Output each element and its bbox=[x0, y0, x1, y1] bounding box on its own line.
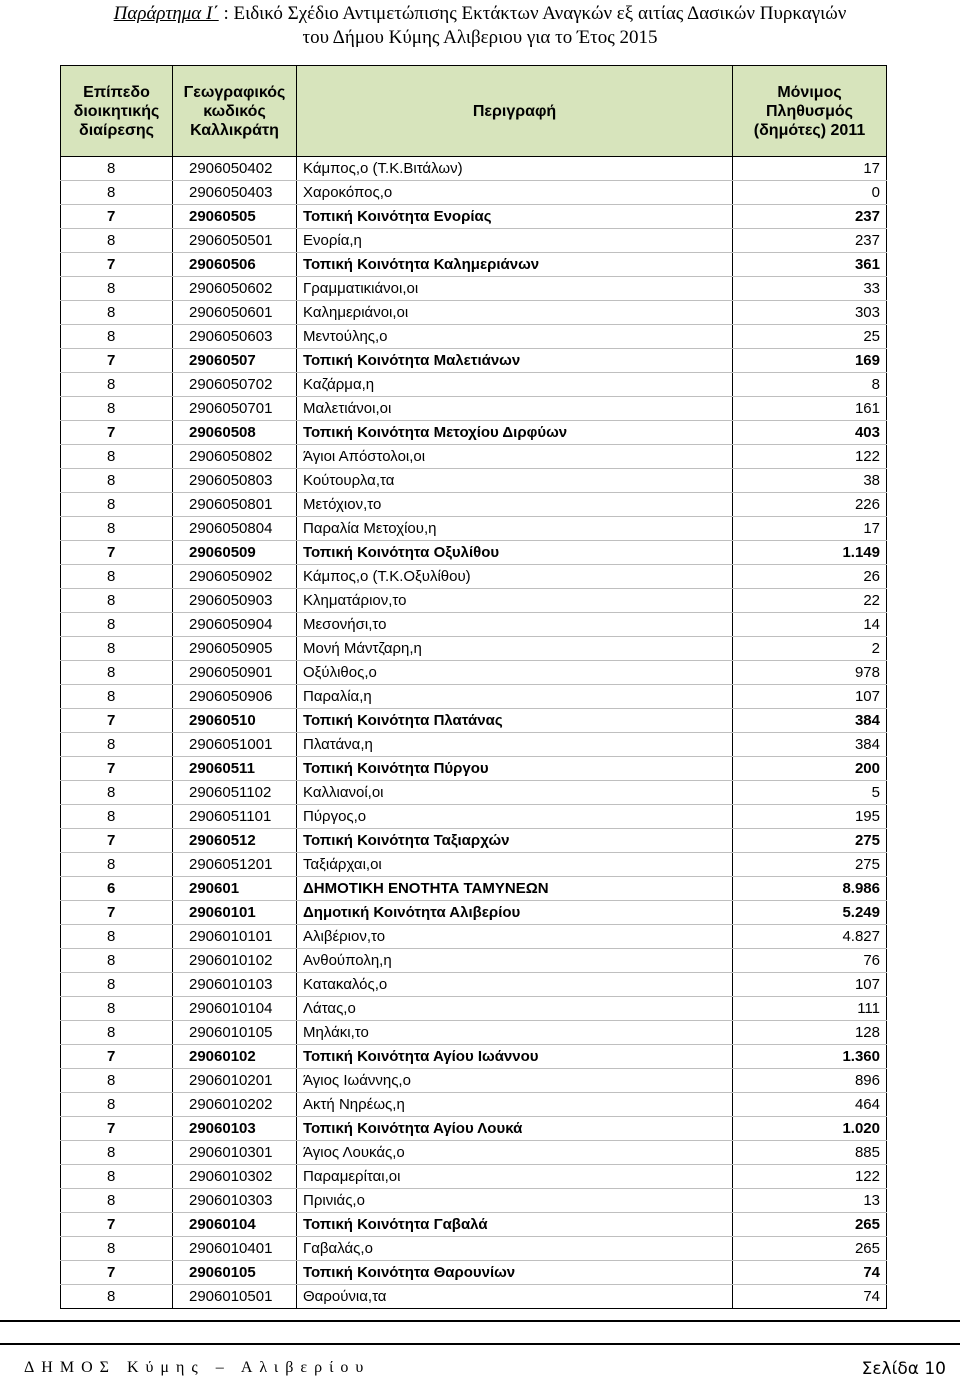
cell-population: 200 bbox=[733, 757, 887, 781]
cell-level: 8 bbox=[61, 805, 173, 829]
cell-population: 275 bbox=[733, 829, 887, 853]
cell-level: 8 bbox=[61, 1021, 173, 1045]
cell-description: Άγιος Ιωάννης,ο bbox=[297, 1069, 733, 1093]
cell-code: 2906010501 bbox=[173, 1285, 297, 1309]
table-row bbox=[61, 613, 887, 637]
cell-code: 29060101 bbox=[173, 901, 297, 925]
cell-description: Μεσονήσι,το bbox=[297, 613, 733, 637]
cell-code: 2906050601 bbox=[173, 301, 297, 325]
cell-level: 7 bbox=[61, 421, 173, 445]
column-header-level: Επίπεδο διοικητικής διαίρεσης bbox=[61, 66, 173, 157]
cell-description: Οξύλιθος,ο bbox=[297, 661, 733, 685]
cell-population: 17 bbox=[733, 517, 887, 541]
cell-description: Αλιβέριον,το bbox=[297, 925, 733, 949]
footer-municipality: ΔΗΜΟΣ Κύμης – Αλιβερίου bbox=[24, 1359, 371, 1376]
cell-level: 8 bbox=[61, 1093, 173, 1117]
cell-description: Καλλιανοί,οι bbox=[297, 781, 733, 805]
table-row bbox=[61, 421, 887, 445]
table-row bbox=[61, 1045, 887, 1069]
table-row bbox=[61, 1261, 887, 1285]
table-row bbox=[61, 805, 887, 829]
cell-description: Κούτουρλα,τα bbox=[297, 469, 733, 493]
cell-level: 8 bbox=[61, 925, 173, 949]
table-header-row bbox=[61, 66, 887, 157]
cell-population: 38 bbox=[733, 469, 887, 493]
table-row bbox=[61, 445, 887, 469]
cell-population: 384 bbox=[733, 709, 887, 733]
column-header-population: Μόνιμος Πληθυσμός (δημότες) 2011 bbox=[733, 66, 887, 157]
table-row bbox=[61, 925, 887, 949]
cell-level: 8 bbox=[61, 949, 173, 973]
cell-code: 29060511 bbox=[173, 757, 297, 781]
cell-population: 2 bbox=[733, 637, 887, 661]
cell-level: 8 bbox=[61, 517, 173, 541]
cell-code: 29060510 bbox=[173, 709, 297, 733]
cell-description: ΔΗΜΟΤΙΚΗ ΕΝΟΤΗΤΑ ΤΑΜΥΝΕΩΝ bbox=[297, 877, 733, 901]
cell-level: 7 bbox=[61, 1045, 173, 1069]
cell-population: 1.149 bbox=[733, 541, 887, 565]
cell-description: Μαλετιάνοι,οι bbox=[297, 397, 733, 421]
cell-population: 76 bbox=[733, 949, 887, 973]
cell-description: Παραλία,η bbox=[297, 685, 733, 709]
cell-level: 7 bbox=[61, 349, 173, 373]
table-row bbox=[61, 829, 887, 853]
cell-population: 74 bbox=[733, 1285, 887, 1309]
table-row bbox=[61, 973, 887, 997]
table-row bbox=[61, 397, 887, 421]
cell-population: 107 bbox=[733, 685, 887, 709]
cell-description: Πλατάνα,η bbox=[297, 733, 733, 757]
cell-description: Τοπική Κοινότητα Μαλετιάνων bbox=[297, 349, 733, 373]
cell-description: Πρινιάς,ο bbox=[297, 1189, 733, 1213]
cell-population: 5 bbox=[733, 781, 887, 805]
cell-population: 14 bbox=[733, 613, 887, 637]
cell-code: 29060508 bbox=[173, 421, 297, 445]
column-header-description: Περιγραφή bbox=[297, 66, 733, 157]
cell-level: 8 bbox=[61, 373, 173, 397]
cell-level: 8 bbox=[61, 301, 173, 325]
table-row bbox=[61, 1189, 887, 1213]
cell-description: Κληματάριον,το bbox=[297, 589, 733, 613]
cell-code: 2906050603 bbox=[173, 325, 297, 349]
table-row bbox=[61, 493, 887, 517]
header-line-1 bbox=[0, 0, 960, 26]
cell-population: 8 bbox=[733, 373, 887, 397]
cell-code: 29060512 bbox=[173, 829, 297, 853]
cell-description: Κάμπος,ο (Τ.Κ.Βιτάλων) bbox=[297, 157, 733, 181]
cell-population: 25 bbox=[733, 325, 887, 349]
cell-level: 7 bbox=[61, 901, 173, 925]
table-row bbox=[61, 1213, 887, 1237]
cell-level: 7 bbox=[61, 829, 173, 853]
cell-code: 2906010104 bbox=[173, 997, 297, 1021]
cell-level: 8 bbox=[61, 1189, 173, 1213]
table-row bbox=[61, 1093, 887, 1117]
cell-code: 2906051101 bbox=[173, 805, 297, 829]
cell-description: Γραμματικιάνοι,οι bbox=[297, 277, 733, 301]
cell-code: 2906010301 bbox=[173, 1141, 297, 1165]
cell-population: 74 bbox=[733, 1261, 887, 1285]
cell-description: Τοπική Κοινότητα Οξυλίθου bbox=[297, 541, 733, 565]
cell-population: 1.020 bbox=[733, 1117, 887, 1141]
cell-population: 885 bbox=[733, 1141, 887, 1165]
header-title-part1: : Ειδικό Σχέδιο Αντιμετώπισης Εκτάκτων Αναγκών εξ αιτίας Δασικών Πυρκαγιών bbox=[218, 3, 847, 24]
cell-population: 17 bbox=[733, 157, 887, 181]
cell-description: Μεντούλης,ο bbox=[297, 325, 733, 349]
footer-page-number: Σελίδα 10 bbox=[861, 1359, 946, 1379]
cell-code: 2906050803 bbox=[173, 469, 297, 493]
cell-population: 128 bbox=[733, 1021, 887, 1045]
cell-code: 2906050802 bbox=[173, 445, 297, 469]
table-row bbox=[61, 997, 887, 1021]
cell-level: 8 bbox=[61, 781, 173, 805]
cell-description: Ταξιάρχαι,οι bbox=[297, 853, 733, 877]
cell-level: 8 bbox=[61, 397, 173, 421]
cell-level: 8 bbox=[61, 589, 173, 613]
cell-level: 8 bbox=[61, 565, 173, 589]
cell-description: Τοπική Κοινότητα Γαβαλά bbox=[297, 1213, 733, 1237]
table-row bbox=[61, 853, 887, 877]
cell-level: 8 bbox=[61, 637, 173, 661]
cell-level: 8 bbox=[61, 157, 173, 181]
cell-description: Χαροκόπος,ο bbox=[297, 181, 733, 205]
cell-level: 8 bbox=[61, 1285, 173, 1309]
cell-level: 7 bbox=[61, 1261, 173, 1285]
cell-description: Τοπική Κοινότητα Ταξιαρχών bbox=[297, 829, 733, 853]
cell-code: 2906050402 bbox=[173, 157, 297, 181]
cell-level: 7 bbox=[61, 541, 173, 565]
table-row bbox=[61, 349, 887, 373]
table-row bbox=[61, 709, 887, 733]
cell-level: 7 bbox=[61, 709, 173, 733]
cell-population: 464 bbox=[733, 1093, 887, 1117]
cell-population: 896 bbox=[733, 1069, 887, 1093]
cell-description: Τοπική Κοινότητα Ενορίας bbox=[297, 205, 733, 229]
table-row bbox=[61, 229, 887, 253]
table-row bbox=[61, 637, 887, 661]
cell-population: 122 bbox=[733, 445, 887, 469]
cell-code: 2906050801 bbox=[173, 493, 297, 517]
cell-population: 107 bbox=[733, 973, 887, 997]
cell-code: 2906051001 bbox=[173, 733, 297, 757]
cell-code: 2906010105 bbox=[173, 1021, 297, 1045]
table-row bbox=[61, 949, 887, 973]
cell-code: 29060505 bbox=[173, 205, 297, 229]
cell-code: 2906050501 bbox=[173, 229, 297, 253]
table-row bbox=[61, 1021, 887, 1045]
cell-population: 13 bbox=[733, 1189, 887, 1213]
cell-description: Ανθούπολη,η bbox=[297, 949, 733, 973]
cell-description: Γαβαλάς,ο bbox=[297, 1237, 733, 1261]
cell-code: 29060105 bbox=[173, 1261, 297, 1285]
cell-population: 384 bbox=[733, 733, 887, 757]
cell-description: Πύργος,ο bbox=[297, 805, 733, 829]
cell-description: Τοπική Κοινότητα Θαρουνίων bbox=[297, 1261, 733, 1285]
table-row bbox=[61, 373, 887, 397]
cell-population: 361 bbox=[733, 253, 887, 277]
cell-description: Καλημεριάνοι,οι bbox=[297, 301, 733, 325]
table-row bbox=[61, 589, 887, 613]
cell-description: Άγιος Λουκάς,ο bbox=[297, 1141, 733, 1165]
cell-code: 2906050602 bbox=[173, 277, 297, 301]
cell-code: 2906050906 bbox=[173, 685, 297, 709]
cell-population: 5.249 bbox=[733, 901, 887, 925]
cell-level: 7 bbox=[61, 1117, 173, 1141]
cell-code: 2906010102 bbox=[173, 949, 297, 973]
table-row bbox=[61, 517, 887, 541]
table-row bbox=[61, 469, 887, 493]
cell-level: 8 bbox=[61, 445, 173, 469]
cell-code: 2906050702 bbox=[173, 373, 297, 397]
cell-description: Μηλάκι,το bbox=[297, 1021, 733, 1045]
header-line-2: του Δήμου Κύμης Αλιβεριου για το Έτος 2015 bbox=[302, 27, 658, 48]
cell-level: 8 bbox=[61, 1069, 173, 1093]
cell-code: 2906050902 bbox=[173, 565, 297, 589]
cell-level: 7 bbox=[61, 205, 173, 229]
cell-population: 22 bbox=[733, 589, 887, 613]
cell-level: 8 bbox=[61, 493, 173, 517]
cell-population: 237 bbox=[733, 229, 887, 253]
cell-population: 26 bbox=[733, 565, 887, 589]
cell-code: 29060509 bbox=[173, 541, 297, 565]
cell-population: 403 bbox=[733, 421, 887, 445]
cell-population: 8.986 bbox=[733, 877, 887, 901]
cell-level: 8 bbox=[61, 277, 173, 301]
table-row bbox=[61, 733, 887, 757]
table-row bbox=[61, 277, 887, 301]
cell-level: 8 bbox=[61, 613, 173, 637]
cell-level: 8 bbox=[61, 733, 173, 757]
cell-level: 8 bbox=[61, 181, 173, 205]
cell-description: Μονή Μάντζαρη,η bbox=[297, 637, 733, 661]
cell-code: 2906010303 bbox=[173, 1189, 297, 1213]
cell-code: 2906010101 bbox=[173, 925, 297, 949]
cell-code: 2906050701 bbox=[173, 397, 297, 421]
table-row bbox=[61, 325, 887, 349]
cell-description: Θαρούνια,τα bbox=[297, 1285, 733, 1309]
cell-level: 7 bbox=[61, 1213, 173, 1237]
cell-code: 2906050903 bbox=[173, 589, 297, 613]
table-body bbox=[61, 157, 887, 1309]
cell-level: 8 bbox=[61, 1237, 173, 1261]
cell-population: 111 bbox=[733, 997, 887, 1021]
column-header-code: Γεωγραφικός κωδικός Καλλικράτη bbox=[173, 66, 297, 157]
cell-code: 2906010201 bbox=[173, 1069, 297, 1093]
cell-level: 8 bbox=[61, 997, 173, 1021]
cell-description: Τοπική Κοινότητα Καλημεριάνων bbox=[297, 253, 733, 277]
cell-description: Τοπική Κοινότητα Πλατάνας bbox=[297, 709, 733, 733]
annex-label: Παράρτημα Ι΄ bbox=[113, 3, 219, 24]
cell-description: Τοπική Κοινότητα Πύργου bbox=[297, 757, 733, 781]
cell-code: 2906051201 bbox=[173, 853, 297, 877]
table-row bbox=[61, 157, 887, 181]
table-row bbox=[61, 1069, 887, 1093]
table-row bbox=[61, 1285, 887, 1309]
cell-code: 2906010103 bbox=[173, 973, 297, 997]
cell-code: 2906050804 bbox=[173, 517, 297, 541]
table-row bbox=[61, 685, 887, 709]
cell-description: Ακτή Νηρέως,η bbox=[297, 1093, 733, 1117]
cell-level: 8 bbox=[61, 685, 173, 709]
cell-code: 2906050904 bbox=[173, 613, 297, 637]
cell-level: 7 bbox=[61, 253, 173, 277]
cell-population: 275 bbox=[733, 853, 887, 877]
table-row bbox=[61, 1141, 887, 1165]
table-row bbox=[61, 301, 887, 325]
cell-code: 29060104 bbox=[173, 1213, 297, 1237]
table-row bbox=[61, 205, 887, 229]
cell-code: 2906010401 bbox=[173, 1237, 297, 1261]
cell-population: 265 bbox=[733, 1213, 887, 1237]
page-header bbox=[0, 0, 960, 50]
cell-description: Τοπική Κοινότητα Αγίου Ιωάννου bbox=[297, 1045, 733, 1069]
cell-description: Κάμπος,ο (Τ.Κ.Οξυλίθου) bbox=[297, 565, 733, 589]
cell-description: Τοπική Κοινότητα Μετοχίου Διρφύων bbox=[297, 421, 733, 445]
table-row bbox=[61, 541, 887, 565]
cell-code: 29060103 bbox=[173, 1117, 297, 1141]
cell-population: 161 bbox=[733, 397, 887, 421]
cell-code: 2906051102 bbox=[173, 781, 297, 805]
cell-population: 169 bbox=[733, 349, 887, 373]
table-row bbox=[61, 781, 887, 805]
cell-population: 237 bbox=[733, 205, 887, 229]
cell-description: Παραμερίται,οι bbox=[297, 1165, 733, 1189]
cell-description: Δημοτική Κοινότητα Αλιβερίου bbox=[297, 901, 733, 925]
cell-level: 6 bbox=[61, 877, 173, 901]
cell-code: 2906050901 bbox=[173, 661, 297, 685]
cell-population: 978 bbox=[733, 661, 887, 685]
cell-population: 195 bbox=[733, 805, 887, 829]
cell-population: 33 bbox=[733, 277, 887, 301]
cell-code: 2906010202 bbox=[173, 1093, 297, 1117]
cell-description: Άγιοι Απόστολοι,οι bbox=[297, 445, 733, 469]
table-row bbox=[61, 181, 887, 205]
cell-code: 29060102 bbox=[173, 1045, 297, 1069]
cell-description: Μετόχιον,το bbox=[297, 493, 733, 517]
cell-level: 8 bbox=[61, 469, 173, 493]
table-row bbox=[61, 757, 887, 781]
cell-description: Ενορία,η bbox=[297, 229, 733, 253]
cell-description: Καζάρμα,η bbox=[297, 373, 733, 397]
cell-description: Παραλία Μετοχίου,η bbox=[297, 517, 733, 541]
footer-divider-bottom bbox=[0, 1343, 960, 1345]
cell-level: 8 bbox=[61, 973, 173, 997]
table-row bbox=[61, 253, 887, 277]
cell-level: 8 bbox=[61, 229, 173, 253]
cell-level: 8 bbox=[61, 661, 173, 685]
cell-code: 290601 bbox=[173, 877, 297, 901]
footer-divider-top bbox=[0, 1320, 960, 1322]
cell-level: 7 bbox=[61, 757, 173, 781]
cell-population: 0 bbox=[733, 181, 887, 205]
cell-population: 265 bbox=[733, 1237, 887, 1261]
cell-population: 122 bbox=[733, 1165, 887, 1189]
table-row bbox=[61, 877, 887, 901]
cell-code: 2906050905 bbox=[173, 637, 297, 661]
cell-description: Λάτας,ο bbox=[297, 997, 733, 1021]
cell-code: 2906050403 bbox=[173, 181, 297, 205]
cell-level: 8 bbox=[61, 325, 173, 349]
cell-population: 4.827 bbox=[733, 925, 887, 949]
cell-level: 8 bbox=[61, 1141, 173, 1165]
table-row bbox=[61, 565, 887, 589]
cell-level: 8 bbox=[61, 853, 173, 877]
table-row bbox=[61, 901, 887, 925]
cell-population: 226 bbox=[733, 493, 887, 517]
cell-description: Κατακαλός,ο bbox=[297, 973, 733, 997]
cell-description: Τοπική Κοινότητα Αγίου Λουκά bbox=[297, 1117, 733, 1141]
table-row bbox=[61, 1237, 887, 1261]
cell-population: 303 bbox=[733, 301, 887, 325]
cell-level: 8 bbox=[61, 1165, 173, 1189]
table-row bbox=[61, 661, 887, 685]
cell-code: 2906010302 bbox=[173, 1165, 297, 1189]
table-row bbox=[61, 1117, 887, 1141]
cell-population: 1.360 bbox=[733, 1045, 887, 1069]
table-row bbox=[61, 1165, 887, 1189]
page-footer bbox=[14, 1347, 960, 1391]
cell-code: 29060507 bbox=[173, 349, 297, 373]
cell-code: 29060506 bbox=[173, 253, 297, 277]
population-table bbox=[60, 65, 887, 1309]
